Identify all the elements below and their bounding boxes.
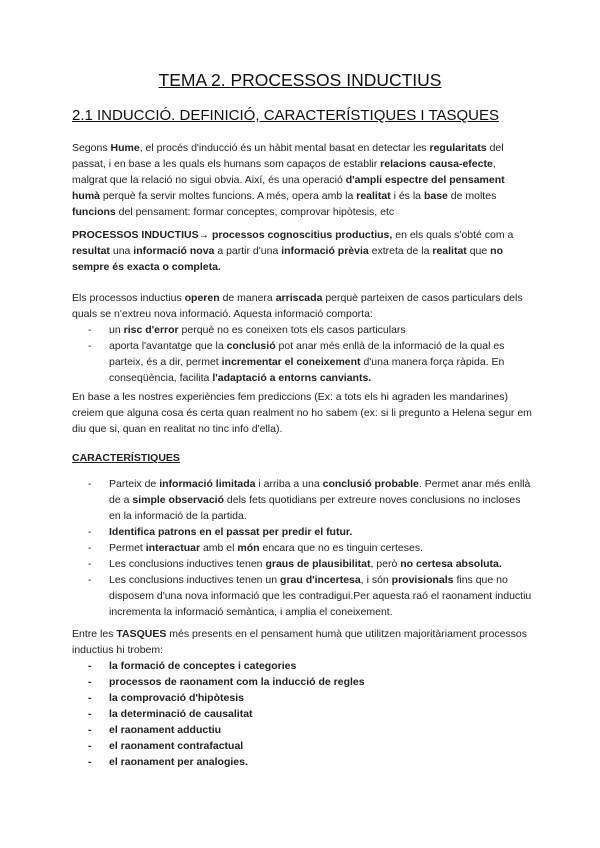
text-run: del pensament: formar conceptes, comprovar hipòtesis, etc [115,206,395,218]
paragraph-hume [72,140,532,220]
text-run: una [109,245,134,257]
task-item: - la formació de conceptes i categories [72,658,532,674]
text-run: en els quals s'obté com a [392,229,514,241]
paragraph-text [72,290,532,322]
bold-text: PROCESSOS INDUCTIUS→ processos cognoscitius productius, [72,229,393,241]
list-item [72,572,532,620]
bold-text: realitat [356,190,391,202]
text-run: i arriba a una [255,478,323,490]
bold-text: interactuar [145,542,201,554]
bold-text: informació limitada [159,478,256,490]
text-run: pot anar més enllà de la informació de la qual es parteix, és a dir, permet [109,340,505,368]
list-item [72,476,532,524]
list-item [72,524,532,540]
text-run: més presents en el pensament humà que utilitzen majoritàriament processos inductius hi trobem: [72,628,528,656]
bold-text: arriscada [275,292,323,304]
text-run: de moltes [447,190,497,202]
task-item: - el raonament contrafactual [72,738,532,754]
text-run: extreta de la [368,245,433,257]
tasks-intro [72,626,532,658]
bold-text: no certesa absoluta. [400,558,502,570]
paragraph-text [72,227,532,275]
text-run: Les conclusions inductives tenen [109,558,266,570]
bold-text: d'ampli espectre del pensament humà [72,174,505,202]
risk-list [72,322,532,386]
bold-text: realitat [432,245,467,257]
text-run: Permet [109,542,146,554]
bold-text: simple observació [132,494,224,506]
text-run: amb el [200,542,238,554]
text-run: perquè no es coneixen tots els casos particulars [178,324,406,336]
bold-text: món [237,542,260,554]
section-heading: 2.1 INDUCCIÓ. DEFINICIÓ, CARACTERÍSTIQUES I TASQUES [72,107,500,124]
bold-text: conclusió probable [322,478,419,490]
bold-text: l'adaptació a entorns canviants. [212,372,372,384]
bold-text: informació prèvia [281,245,369,257]
text-run: , però [370,558,401,570]
task-item: - processos de raonament com la inducció de regles [72,674,532,690]
characteristics-heading: CARACTERÍSTIQUES [72,452,180,464]
text-run: del passat, i en base a les quals els humans som capaços de establir [72,142,504,170]
text-run: Les conclusions inductives tenen un [109,574,281,586]
bold-text: grau d'incertesa [280,574,361,586]
list-item [72,338,532,386]
text-run: i és la [390,190,424,202]
bold-text: Hume [110,142,140,154]
task-item: - el raonament per analogies. [72,754,532,770]
text-run: aporta l'avantatge que la [109,340,227,352]
text-run: Segons [72,142,111,154]
text-run: perquè fa servir moltes funcions. A més, opera amb la [100,190,357,202]
bold-text: graus de plausibilitat [265,558,371,570]
bold-text: relacions causa-efecte [380,158,493,170]
text-run: encara que no es tinguin certeses. [259,542,424,554]
list-item [72,322,532,338]
bold-text: risc d'error [123,324,179,336]
paragraph-text [72,140,532,220]
text-run: que [466,245,491,257]
text-run: , malgrat que la relació no sigui obvia. Així, és una operació [72,158,496,186]
task-item: - la determinació de causalitat [72,706,532,722]
bold-text: Identifica patrons en el passat per predir el futur. [109,526,353,538]
paragraph-definition [72,227,532,275]
list-item [72,556,532,572]
bold-text: provisionals [391,574,454,586]
bold-text: regularitats [429,142,487,154]
text-run: , i són [360,574,392,586]
bold-text: TASQUES [116,628,167,640]
tasks-section [72,626,532,770]
characteristics-section [72,476,532,620]
bold-text: funcions [72,206,116,218]
bold-text: resultat [72,245,110,257]
page-title: TEMA 2. PROCESSOS INDUCTIUS [158,70,442,90]
text-run: dels fets quotidians per extreure noves conclusions no incloses en la informació de la partida. [109,494,521,522]
text-run: Els processos inductius [72,292,185,304]
bold-text: conclusió [226,340,276,352]
text-run: , el procés d'inducció és un hàbit mental basat en detectar les [139,142,430,154]
text-run: de manera [219,292,276,304]
task-item: - el raonament adductiu [72,722,532,738]
characteristics-list [72,476,532,620]
list-item [72,540,532,556]
paragraph-text [72,389,532,437]
paragraph-examples [72,389,532,437]
text-run: . Permet anar més enllà de a [109,478,531,506]
paragraph-risk [72,290,532,386]
text-run: d'una manera força ràpida. En conseqüència, facilita [109,356,505,384]
task-item: - la comprovació d'hipòtesis [72,690,532,706]
text-run: Entre les [72,628,117,640]
bold-text: base [423,190,448,202]
tasks-list [72,658,532,770]
bold-text: operen [184,292,220,304]
bold-text: informació nova [133,245,215,257]
text-run: a partir d'una [214,245,282,257]
text-run: fins que no disposem d'una nova informació que les contradigui.Per aquesta raó el raonament inductiu incrementa la informació semàntica, i amplia el coneixement. [109,574,532,618]
text-run: En base a les nostres experiències fem prediccions (Ex: a tots els hi agraden les mandarines) creiem que alguna cosa és certa quan realment no ho sabem (ex: si li pregunto a Helena segur em diu que si, quan en realitat no tinc info d'ella). [72,391,532,435]
text-run: un [109,324,124,336]
bold-text: incrementar el coneixement [221,356,361,368]
text-run: Parteix de [109,478,160,490]
bold-text: no sempre és exacta o completa. [72,245,503,273]
text-run: perquè parteixen de casos particulars dels quals se n'extreu nova informació. Aquesta informació comporta: [72,292,523,320]
